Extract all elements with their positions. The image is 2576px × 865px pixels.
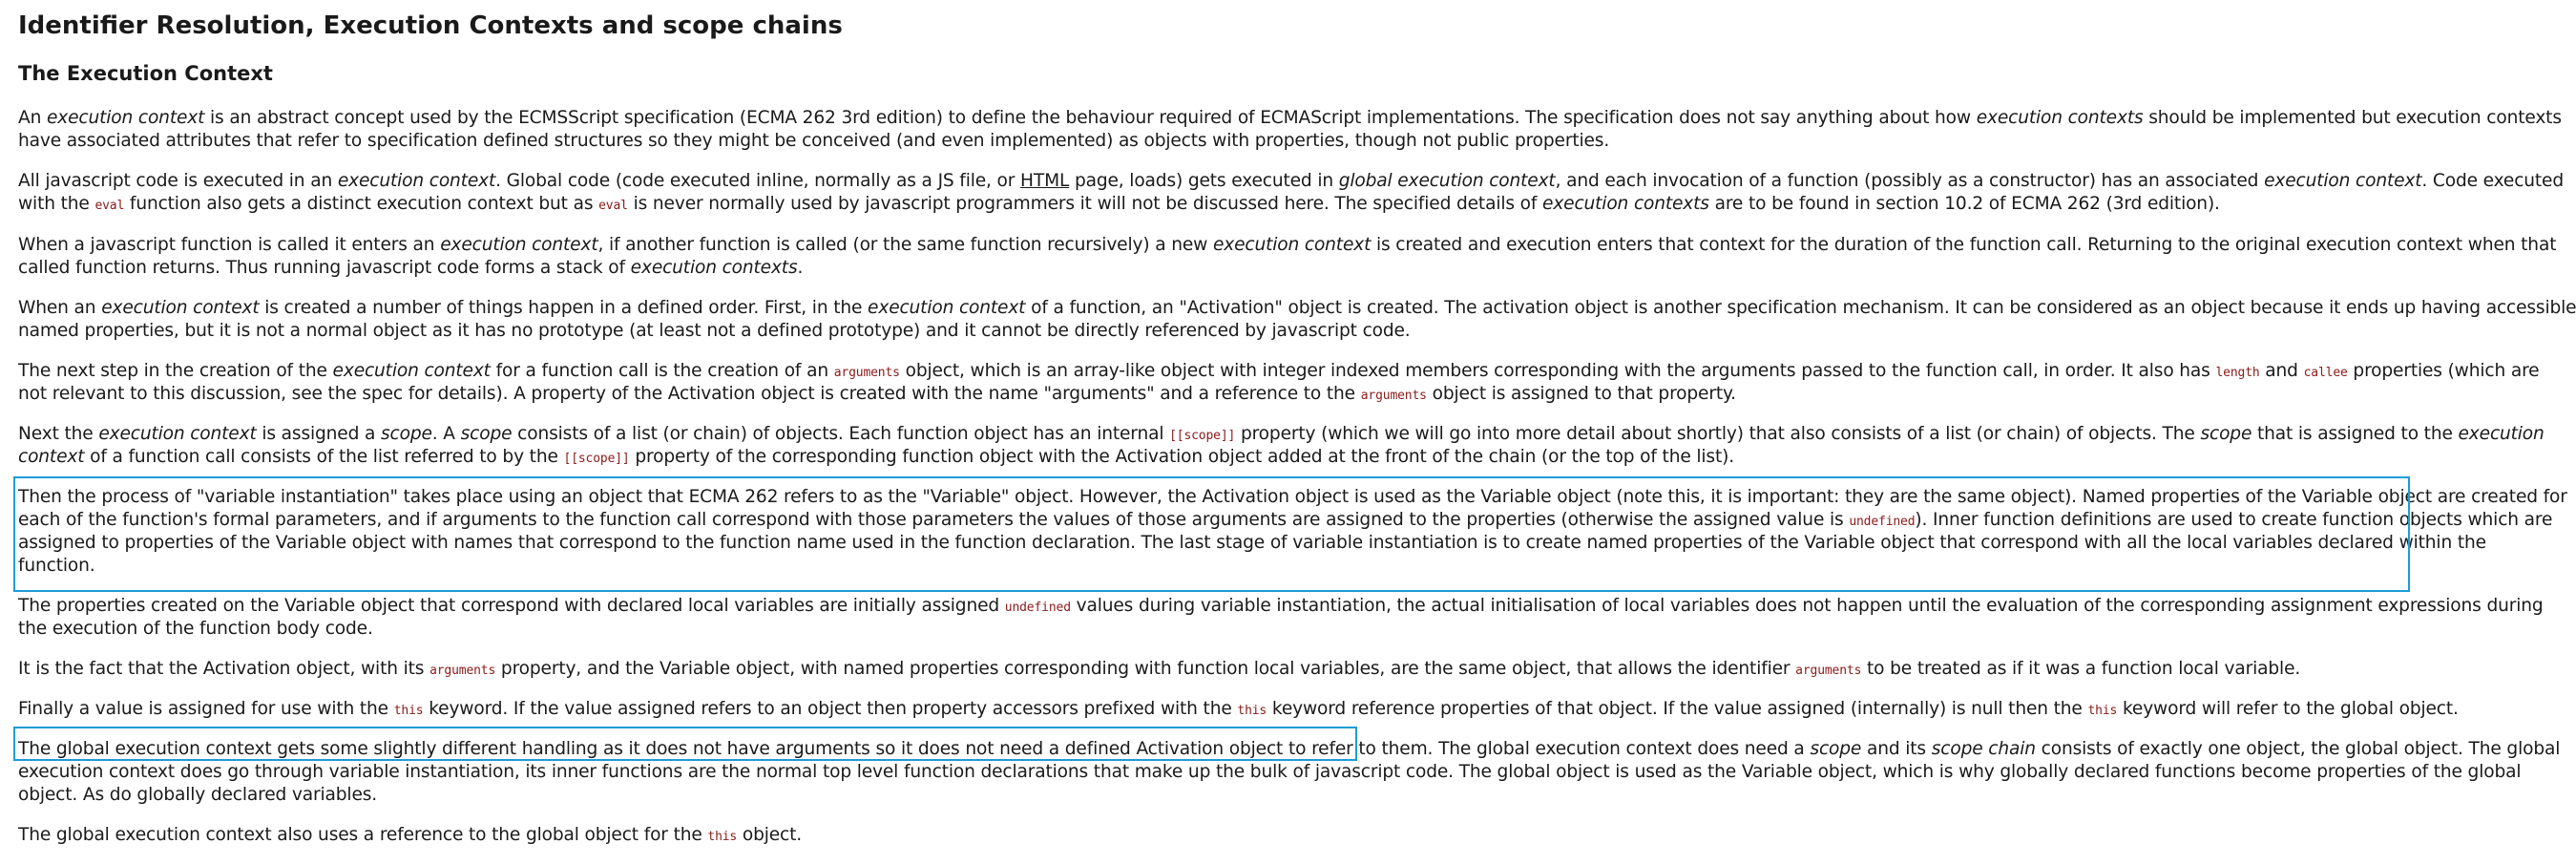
text-run: named properties, but it is not a normal object as it has no prototype (at least not a defined prototype) and it cannot be directly referenced by javascript code. — [18, 321, 1411, 341]
text-run: The properties created on the Variable object that correspond with declared local variables are initially assigned — [18, 596, 1005, 616]
paragraph-3-line-2 — [18, 257, 803, 280]
inline-code: this — [2087, 704, 2118, 718]
inline-code: this — [393, 704, 424, 718]
text-run: property (which we will go into more detail about shortly) that also consists of a list (or chain) of objects. The — [1235, 424, 2201, 444]
text-run: are to be found in section 10.2 of ECMA 262 (3rd edition). — [1708, 194, 2220, 214]
text-run: is created a number of things happen in a defined order. First, in the — [259, 298, 869, 318]
text-run: Then the process of "variable instantiation" takes place using an object that ECMA 262 refers to as the "Variable" object. However, the Activation object is used as the Variable object (note this, it is important: they are the same object). Named properties of the Variable object are created for — [18, 487, 2567, 507]
paragraph-7-line-2 — [18, 509, 2552, 532]
emphasis-text: execution context — [868, 298, 1026, 318]
text-run: All javascript code is executed in an — [18, 171, 338, 191]
text-run: , and each invocation of a function (possibly as a constructor) has an associated — [1555, 171, 2265, 191]
emphasis-text: execution context — [332, 361, 491, 381]
text-run: function. — [18, 556, 95, 576]
paragraph-7-line-4 — [18, 555, 95, 578]
paragraph-7-line-3 — [18, 532, 2486, 555]
paragraph-7-line-1 — [18, 486, 2567, 509]
text-run: property of the corresponding function object with the Activation object added at the front of the chain (or the top of the list). — [629, 447, 1734, 467]
text-run: of a function call consists of the list referred to by the — [84, 447, 564, 467]
text-run: have associated attributes that refer to specification defined structures so they might be conceived (and even implemented) as objects with properties, though not public properties. — [18, 131, 1610, 151]
text-run: should be implemented but execution contexts — [2143, 108, 2562, 128]
text-run: and — [2259, 361, 2304, 381]
inline-code: undefined — [1849, 515, 1916, 529]
paragraph-5-line-1 — [18, 360, 2539, 383]
text-run: page, loads) gets executed in — [1069, 171, 1339, 191]
text-run: each of the function's formal parameters, and if arguments to the function call correspond with those parameters the values of those arguments are assigned to the properties (otherwise the assigned value is — [18, 510, 1850, 530]
text-run: keyword will refer to the global object. — [2117, 699, 2459, 719]
inline-code: this — [1237, 704, 1267, 718]
paragraph-1-line-1 — [18, 107, 2562, 130]
text-run: property, and the Variable object, with named properties corresponding with function local variables, are the same object, that allows the identifier — [495, 659, 1796, 679]
text-run: function also gets a distinct execution context but as — [124, 194, 599, 214]
text-run: The global execution context gets some slightly different handling as it does not have arguments so it does not need a defined Activation object to refer to them. The global execution context does need a — [18, 739, 1811, 759]
abbreviation: HTML — [1020, 171, 1070, 191]
emphasis-text: scope — [1810, 739, 1862, 759]
paragraph-3-line-1 — [18, 234, 2556, 257]
text-run: . Code executed — [2421, 171, 2564, 191]
text-run: the execution of the function body code. — [18, 619, 373, 639]
emphasis-text: execution context — [2264, 171, 2422, 191]
text-run: that is assigned to the — [2251, 424, 2459, 444]
emphasis-text: execution context — [1212, 235, 1372, 255]
emphasis-text: global execution context — [1338, 171, 1556, 191]
text-run: of a function, an "Activation" object is created. The activation object is another specification mechanism. It can be considered as an object because it ends up having accessible — [1025, 298, 2576, 318]
paragraph-2-line-2 — [18, 193, 2220, 216]
text-run: It is the fact that the Activation object, with its — [18, 659, 430, 679]
inline-code: arguments — [1360, 389, 1427, 403]
emphasis-text: scope chain — [1931, 739, 2036, 759]
text-run: . A — [431, 424, 461, 444]
inline-code: arguments — [1795, 664, 1862, 678]
emphasis-text: scope — [460, 424, 513, 444]
text-run: Finally a value is assigned for use with the — [18, 699, 394, 719]
text-run: Next the — [18, 424, 99, 444]
text-run: with the — [18, 194, 95, 214]
text-run: values during variable instantiation, the actual initialisation of local variables does not happen until the evaluation of the corresponding assignment expressions during — [1070, 596, 2544, 616]
inline-code: callee — [2303, 366, 2348, 380]
emphasis-text: execution context — [101, 298, 260, 318]
inline-code: eval — [598, 199, 628, 213]
emphasis-text: execution contexts — [1976, 108, 2144, 128]
paragraph-6-line-1 — [18, 423, 2545, 446]
page-title: Identifier Resolution, Execution Contexts and scope chains — [18, 11, 843, 40]
inline-code: eval — [94, 199, 125, 213]
emphasis-text: execution — [2458, 424, 2545, 444]
text-run: is assigned a — [256, 424, 381, 444]
paragraph-2-line-1 — [18, 170, 2564, 193]
text-run: execution context does go through variable instantiation, its inner functions are the normal top level function declarations that make up the bulk of javascript code. The global object is used as the Variable object, which is why globally declared functions become properties of the global — [18, 762, 2522, 782]
text-run: . Global code (code executed inline, normally as a JS file, or — [495, 171, 1021, 191]
emphasis-text: scope — [381, 424, 432, 444]
paragraph-5-line-2 — [18, 383, 1736, 406]
text-run: An — [18, 108, 47, 128]
text-run: consists of a list (or chain) of objects. Each function object has an internal — [512, 424, 1170, 444]
text-run: object. — [737, 825, 803, 845]
text-run: . — [797, 258, 804, 278]
inline-code: length — [2215, 366, 2260, 380]
text-run: object is assigned to that property. — [1426, 384, 1736, 404]
text-run: keyword reference properties of that object. If the value assigned (internally) is null then the — [1267, 699, 2088, 719]
emphasis-text: context — [18, 447, 85, 467]
paragraph-11-line-3 — [18, 784, 377, 807]
paragraph-11-line-1 — [18, 738, 2560, 761]
text-run: assigned to properties of the Variable object with names that correspond to the function name used in the function declaration. The last stage of variable instantiation is to create named properties of the Variable object that correspond with all the local variables declared within the — [18, 533, 2486, 553]
emphasis-text: execution contexts — [1542, 194, 1709, 214]
emphasis-text: scope — [2200, 424, 2252, 444]
text-run: for a function call is the creation of an — [490, 361, 834, 381]
text-run: not relevant to this discussion, see the spec for details). A property of the Activation object is created with the name "arguments" and a reference to the — [18, 384, 1361, 404]
text-run: to be treated as if it was a function local variable. — [1861, 659, 2301, 679]
text-run: keyword. If the value assigned refers to an object then property accessors prefixed with the — [423, 699, 1238, 719]
paragraph-8-line-1 — [18, 595, 2544, 618]
text-run: properties (which are — [2347, 361, 2540, 381]
text-run: object. As do globally declared variables. — [18, 785, 378, 805]
text-run: object, which is an array-like object with integer indexed members corresponding with the arguments passed to the function call, in order. It also has — [899, 361, 2216, 381]
paragraph-11-line-2 — [18, 761, 2521, 784]
text-run: The next step in the creation of the — [18, 361, 333, 381]
paragraph-8-line-2 — [18, 618, 373, 641]
text-run: is never normally used by javascript programmers it will not be discussed here. The specified details of — [627, 194, 1543, 214]
inline-code: arguments — [833, 366, 900, 380]
paragraph-9-line-1 — [18, 658, 2300, 681]
paragraph-1-line-2 — [18, 130, 1609, 153]
inline-code: this — [707, 830, 738, 844]
emphasis-text: execution context — [440, 235, 598, 255]
section-heading: The Execution Context — [18, 62, 273, 85]
paragraph-12-line-1 — [18, 824, 802, 847]
text-run: ). Inner function definitions are used to create function objects which are — [1915, 510, 2553, 530]
inline-code: arguments — [429, 664, 496, 678]
text-run: called function returns. Thus running javascript code forms a stack of — [18, 258, 631, 278]
emphasis-text: execution context — [46, 108, 205, 128]
inline-code: [[scope]] — [563, 452, 630, 466]
text-run: The global execution context also uses a reference to the global object for the — [18, 825, 708, 845]
paragraph-4-line-2 — [18, 320, 1411, 343]
text-run: When a javascript function is called it enters an — [18, 235, 441, 255]
inline-code: [[scope]] — [1169, 429, 1236, 443]
text-run: consists of exactly one object, the global object. The global — [2035, 739, 2561, 759]
emphasis-text: execution contexts — [630, 258, 798, 278]
paragraph-6-line-2 — [18, 446, 1734, 469]
text-run: is created and execution enters that context for the duration of the function call. Returning to the original execution context when that — [1371, 235, 2557, 255]
text-run: , if another function is called (or the same function recursively) a new — [597, 235, 1213, 255]
emphasis-text: execution context — [337, 171, 496, 191]
text-run: and its — [1861, 739, 1932, 759]
text-run: When an — [18, 298, 102, 318]
paragraph-10-line-1 — [18, 698, 2459, 721]
paragraph-4-line-1 — [18, 297, 2576, 320]
emphasis-text: execution context — [98, 424, 257, 444]
inline-code: undefined — [1004, 601, 1071, 615]
text-run: is an abstract concept used by the ECMSScript specification (ECMA 262 3rd edition) to define the behaviour required of ECMAScript implementations. The specification does not say anything about how — [204, 108, 1977, 128]
